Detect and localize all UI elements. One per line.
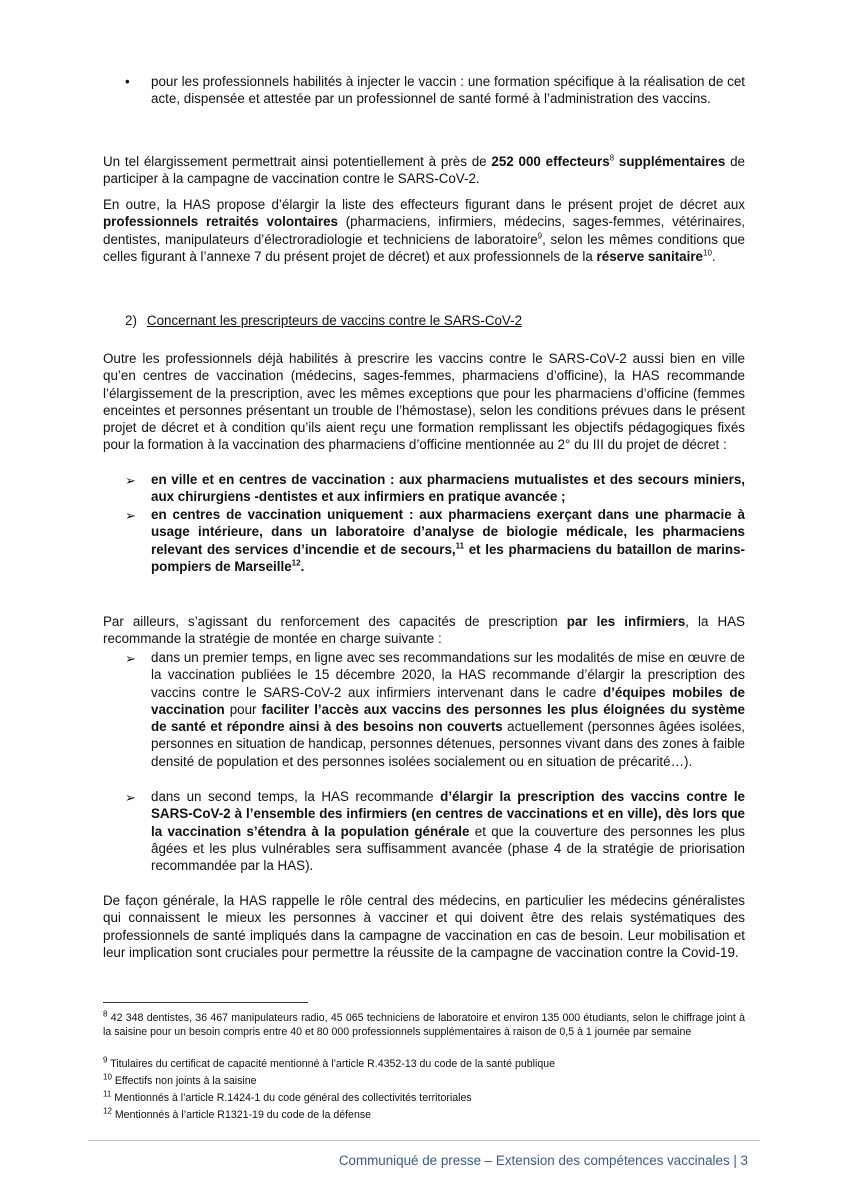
arrow-list-item <box>103 788 745 874</box>
paragraph <box>103 892 745 961</box>
footnote-number: 10 <box>103 1072 112 1082</box>
arrow-marker: ➢ <box>125 508 136 523</box>
arrow-marker: ➢ <box>125 790 136 805</box>
footnote-text: Mentionnés à l’article R1321-19 du code de la défense <box>111 1109 372 1121</box>
bold-run: . <box>300 558 305 574</box>
bold-run: 252 000 effecteurs <box>491 154 610 169</box>
bullet-text: pour les professionnels habilités à injecter le vaccin : une formation spécifique à la réalisation de cet acte, dispensée et attestée par un professionnel de santé formé à l’administration des vaccins. <box>151 74 745 107</box>
bold-run: en centres de vaccination uniquement : aux pharmaciens exerçant dans une pharmacie à usage intérieure, dans un laboratoire d’analyse de biologie médicale, les pharmaciens relevant des services d’incendie et de secours, <box>151 507 745 557</box>
bold-run: par les infirmiers <box>566 614 686 629</box>
footnote <box>103 1091 745 1105</box>
footnote-ref: 11 <box>455 541 465 551</box>
paragraph-text: De façon générale, la HAS rappelle le rôle central des médecins, en particulier les médecins généralistes qui connaissent le mieux les personnes à vacciner et qui doivent être des relais systématiques des professionnels de santé impliqués dans la campagne de vaccination en cas de besoin. Leur mobilisation et leur implication sont cruciales pour permettre la réussite de la campagne de vaccination contre la Covid-19. <box>103 893 745 960</box>
arrow-list-item <box>103 649 745 770</box>
bold-run: réserve sanitaire <box>596 248 703 264</box>
footnote-number: 12 <box>103 1106 112 1116</box>
arrow-list-item <box>103 506 745 575</box>
text-run: , selon les mêmes conditions que celles figurant à l’annexe 7 du présent projet de décret) et aux professionnels de la <box>103 231 745 264</box>
footnote-ref: 12 <box>291 558 301 568</box>
footnote <box>103 1074 745 1088</box>
bold-run: d’équipes mobiles de vaccination <box>151 684 745 717</box>
text-run: actuellement (personnes âgées isolées, personnes en situation de handicap, personnes détenues, personnes vivant dans des zones à faible densité de population et des personnes isolées socialement ou en situation de précarité…). <box>151 719 745 769</box>
footnote-number: 8 <box>103 1009 108 1019</box>
text-run: de participer à la campagne de vaccination contre le SARS-CoV-2. <box>103 154 745 187</box>
bullet-item <box>103 73 745 108</box>
bold-run: faciliter l’accès aux vaccins des personnes les plus éloignées du système de santé et répondre ainsi à des besoins non couverts <box>151 701 745 735</box>
bold-run: d’élargir la prescription des vaccins contre le SARS-CoV-2 à l’ensemble des infirmiers (en centres de vaccinations et en ville), dès lors que la vaccination s’étendra à la population générale <box>151 789 745 839</box>
heading-title: Concernant les prescripteurs de vaccins contre le SARS-CoV-2 <box>146 313 523 328</box>
paragraph-text: Outre les professionnels déjà habilités à prescrire les vaccins contre le SARS-CoV-2 aussi bien en ville qu’en centres de vaccination (médecins, sages-femmes, pharmaciens d’officine), la HAS recommande l’élargissement de la prescription, avec les mêmes exceptions que pour les pharmaciens d’officine (femmes enceintes et personnes présentant un trouble de l’hémostase), selon les conditions prévues dans le présent projet de décret et à condition qu’ils aient reçu une formation remplissant les objectifs pédagogiques fixés pour la formation à la vaccination des pharmaciens d’officine mentionnée au 2° du III du projet de décret : <box>103 351 745 453</box>
text-run: et que la couverture des personnes les plus âgées et les plus vulnérables sera suffisamment avancée (phase 4 de la stratégie de priorisation recommandée par la HAS). <box>151 823 746 874</box>
footnote-text: Titulaires du certificat de capacité mentionné à l’article R.4352-13 du code de la santé publique <box>107 1058 556 1070</box>
arrow-list-item <box>103 471 745 506</box>
text-run: , la HAS recommande la stratégie de montée en charge suivante : <box>103 614 745 647</box>
text-run: (pharmaciens, infirmiers, médecins, sages-femmes, vétérinaires, dentistes, manipulateurs d’électroradiologie et techniciens de laboratoire <box>103 214 746 247</box>
footnote-ref: 10 <box>703 248 712 258</box>
text-run: En outre, la HAS propose d’élargir la liste des effecteurs figurant dans le présent projet de décret aux <box>103 197 745 212</box>
footnote <box>103 1057 745 1071</box>
text-run: Par ailleurs, s’agissant du renforcement des capacités de prescription <box>103 614 567 629</box>
bold-run: et les pharmaciens du bataillon de marins-pompiers de Marseille <box>151 541 745 574</box>
text-run: Un tel élargissement permettrait ainsi potentiellement à près de <box>103 154 492 169</box>
footnote <box>103 1108 745 1122</box>
bold-run: professionnels retraités volontaires <box>103 214 338 230</box>
arrow-marker: ➢ <box>125 651 136 666</box>
paragraph <box>103 613 745 648</box>
footnote-number: 9 <box>103 1055 108 1065</box>
footnote-text: 42 348 dentistes, 36 467 manipulateurs radio, 45 065 techniciens de laboratoire et environ 135 000 étudiants, selon le chiffrage joint à la saisine pour un besoin compris entre 40 et 80 000 professionnels supplémentaires à raison de 0,5 à 1 journée par semaine <box>103 1012 745 1038</box>
page-footer: Communiqué de presse – Extension des compétences vaccinales | 3 <box>338 1153 748 1168</box>
text-run: pour <box>224 701 262 717</box>
text-run: dans un second temps, la HAS recommande <box>151 789 441 804</box>
footnote-ref: 9 <box>537 231 543 241</box>
footnote-ref: 8 <box>609 153 615 163</box>
footnote-number: 11 <box>103 1089 112 1099</box>
paragraph <box>103 350 745 454</box>
section-heading <box>125 312 522 329</box>
footnote-text: Mentionnés à l’article R.1424-1 du code général des collectivités territoriales <box>111 1092 472 1104</box>
footnote-text: Effectifs non joints à la saisine <box>111 1075 257 1087</box>
heading-number: 2) <box>125 313 137 328</box>
paragraph <box>103 196 745 265</box>
footnote <box>103 1011 745 1039</box>
bold-run: supplémentaires <box>614 154 726 169</box>
bullet-marker: • <box>125 74 130 89</box>
paragraph <box>103 153 745 188</box>
arrow-marker: ➢ <box>125 473 136 488</box>
text-run: . <box>711 248 716 264</box>
footer-divider <box>88 1140 760 1141</box>
bold-run: en ville et en centres de vaccination : aux pharmaciens mutualistes et des secours miniers, aux chirurgiens -dentistes et aux infirmiers en pratique avancée ; <box>151 472 745 505</box>
footnote-separator <box>103 1002 308 1003</box>
text-run: dans un premier temps, en ligne avec ses recommandations sur les modalités de mise en œuvre de la vaccination publiées le 15 décembre 2020, la HAS recommande d’élargir la prescription des vaccins contre le SARS-CoV-2 aux infirmiers intervenant dans le cadre <box>151 650 745 700</box>
